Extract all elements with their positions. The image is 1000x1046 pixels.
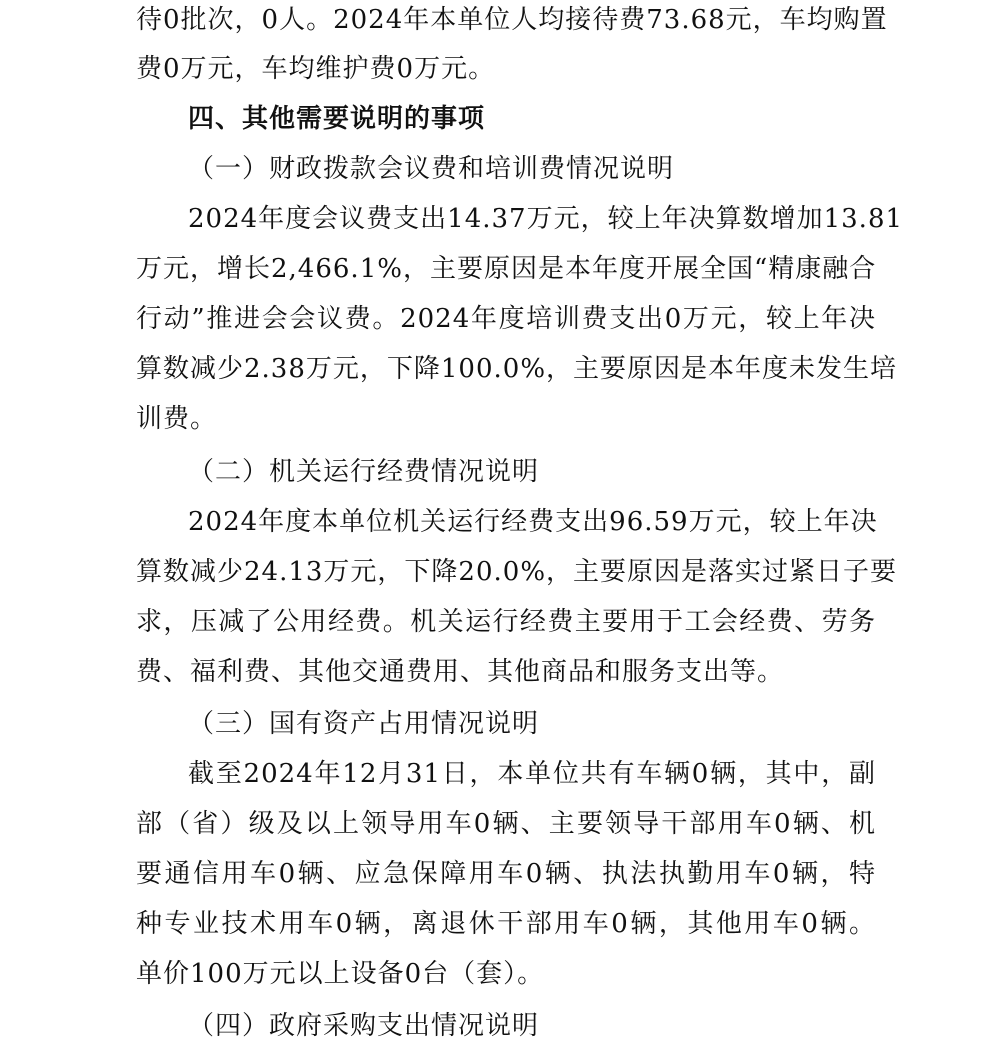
text-line-8: 算数减少2.38万元，下降100.0%，主要原因是本年度未发生培 (136, 354, 898, 384)
text-line-16: 截至2024年12月31日，本单位共有车辆0辆，其中，副 (188, 759, 876, 789)
subsection-heading-3: （三）国有资产占用情况说明 (188, 709, 540, 739)
text-line-6: 万元，增长2,466.1%，主要原因是本年度开展全国“精康融合 (136, 254, 877, 284)
text-line-1: 待0批次，0人。2024年本单位人均接待费73.68元，车均购置 (136, 5, 888, 35)
text-line-18: 要通信用车0辆、应急保障用车0辆、执法执勤用车0辆，特 (136, 859, 876, 889)
text-line-11: 2024年度本单位机关运行经费支出96.59万元，较上年决 (188, 507, 878, 537)
text-line-17: 部（省）级及以上领导用车0辆、主要领导干部用车0辆、机 (136, 809, 876, 839)
text-line-20: 单价100万元以上设备0台（套）。 (136, 959, 545, 989)
text-line-9: 训费。 (136, 404, 218, 434)
text-line-12: 算数减少24.13万元，下降20.0%，主要原因是落实过紧日子要 (136, 557, 898, 587)
section-heading-4: 四、其他需要说明的事项 (188, 104, 486, 134)
subsection-heading-1: （一）财政拨款会议费和培训费情况说明 (188, 154, 675, 184)
text-line-7: 行动”推进会会议费。2024年度培训费支出0万元，较上年决 (136, 304, 876, 334)
text-line-19: 种专业技术用车0辆，离退休干部用车0辆，其他用车0辆。 (136, 909, 876, 939)
subsection-heading-2: （二）机关运行经费情况说明 (188, 457, 540, 487)
text-line-13: 求，压减了公用经费。机关运行经费主要用于工会经费、劳务 (136, 607, 876, 637)
subsection-heading-4: （四）政府采购支出情况说明 (188, 1011, 540, 1041)
text-line-2: 费0万元，车均维护费0万元。 (136, 54, 496, 84)
text-line-14: 费、福利费、其他交通费用、其他商品和服务支出等。 (136, 657, 785, 687)
text-line-5: 2024年度会议费支出14.37万元，较上年决算数增加13.81 (188, 204, 904, 234)
